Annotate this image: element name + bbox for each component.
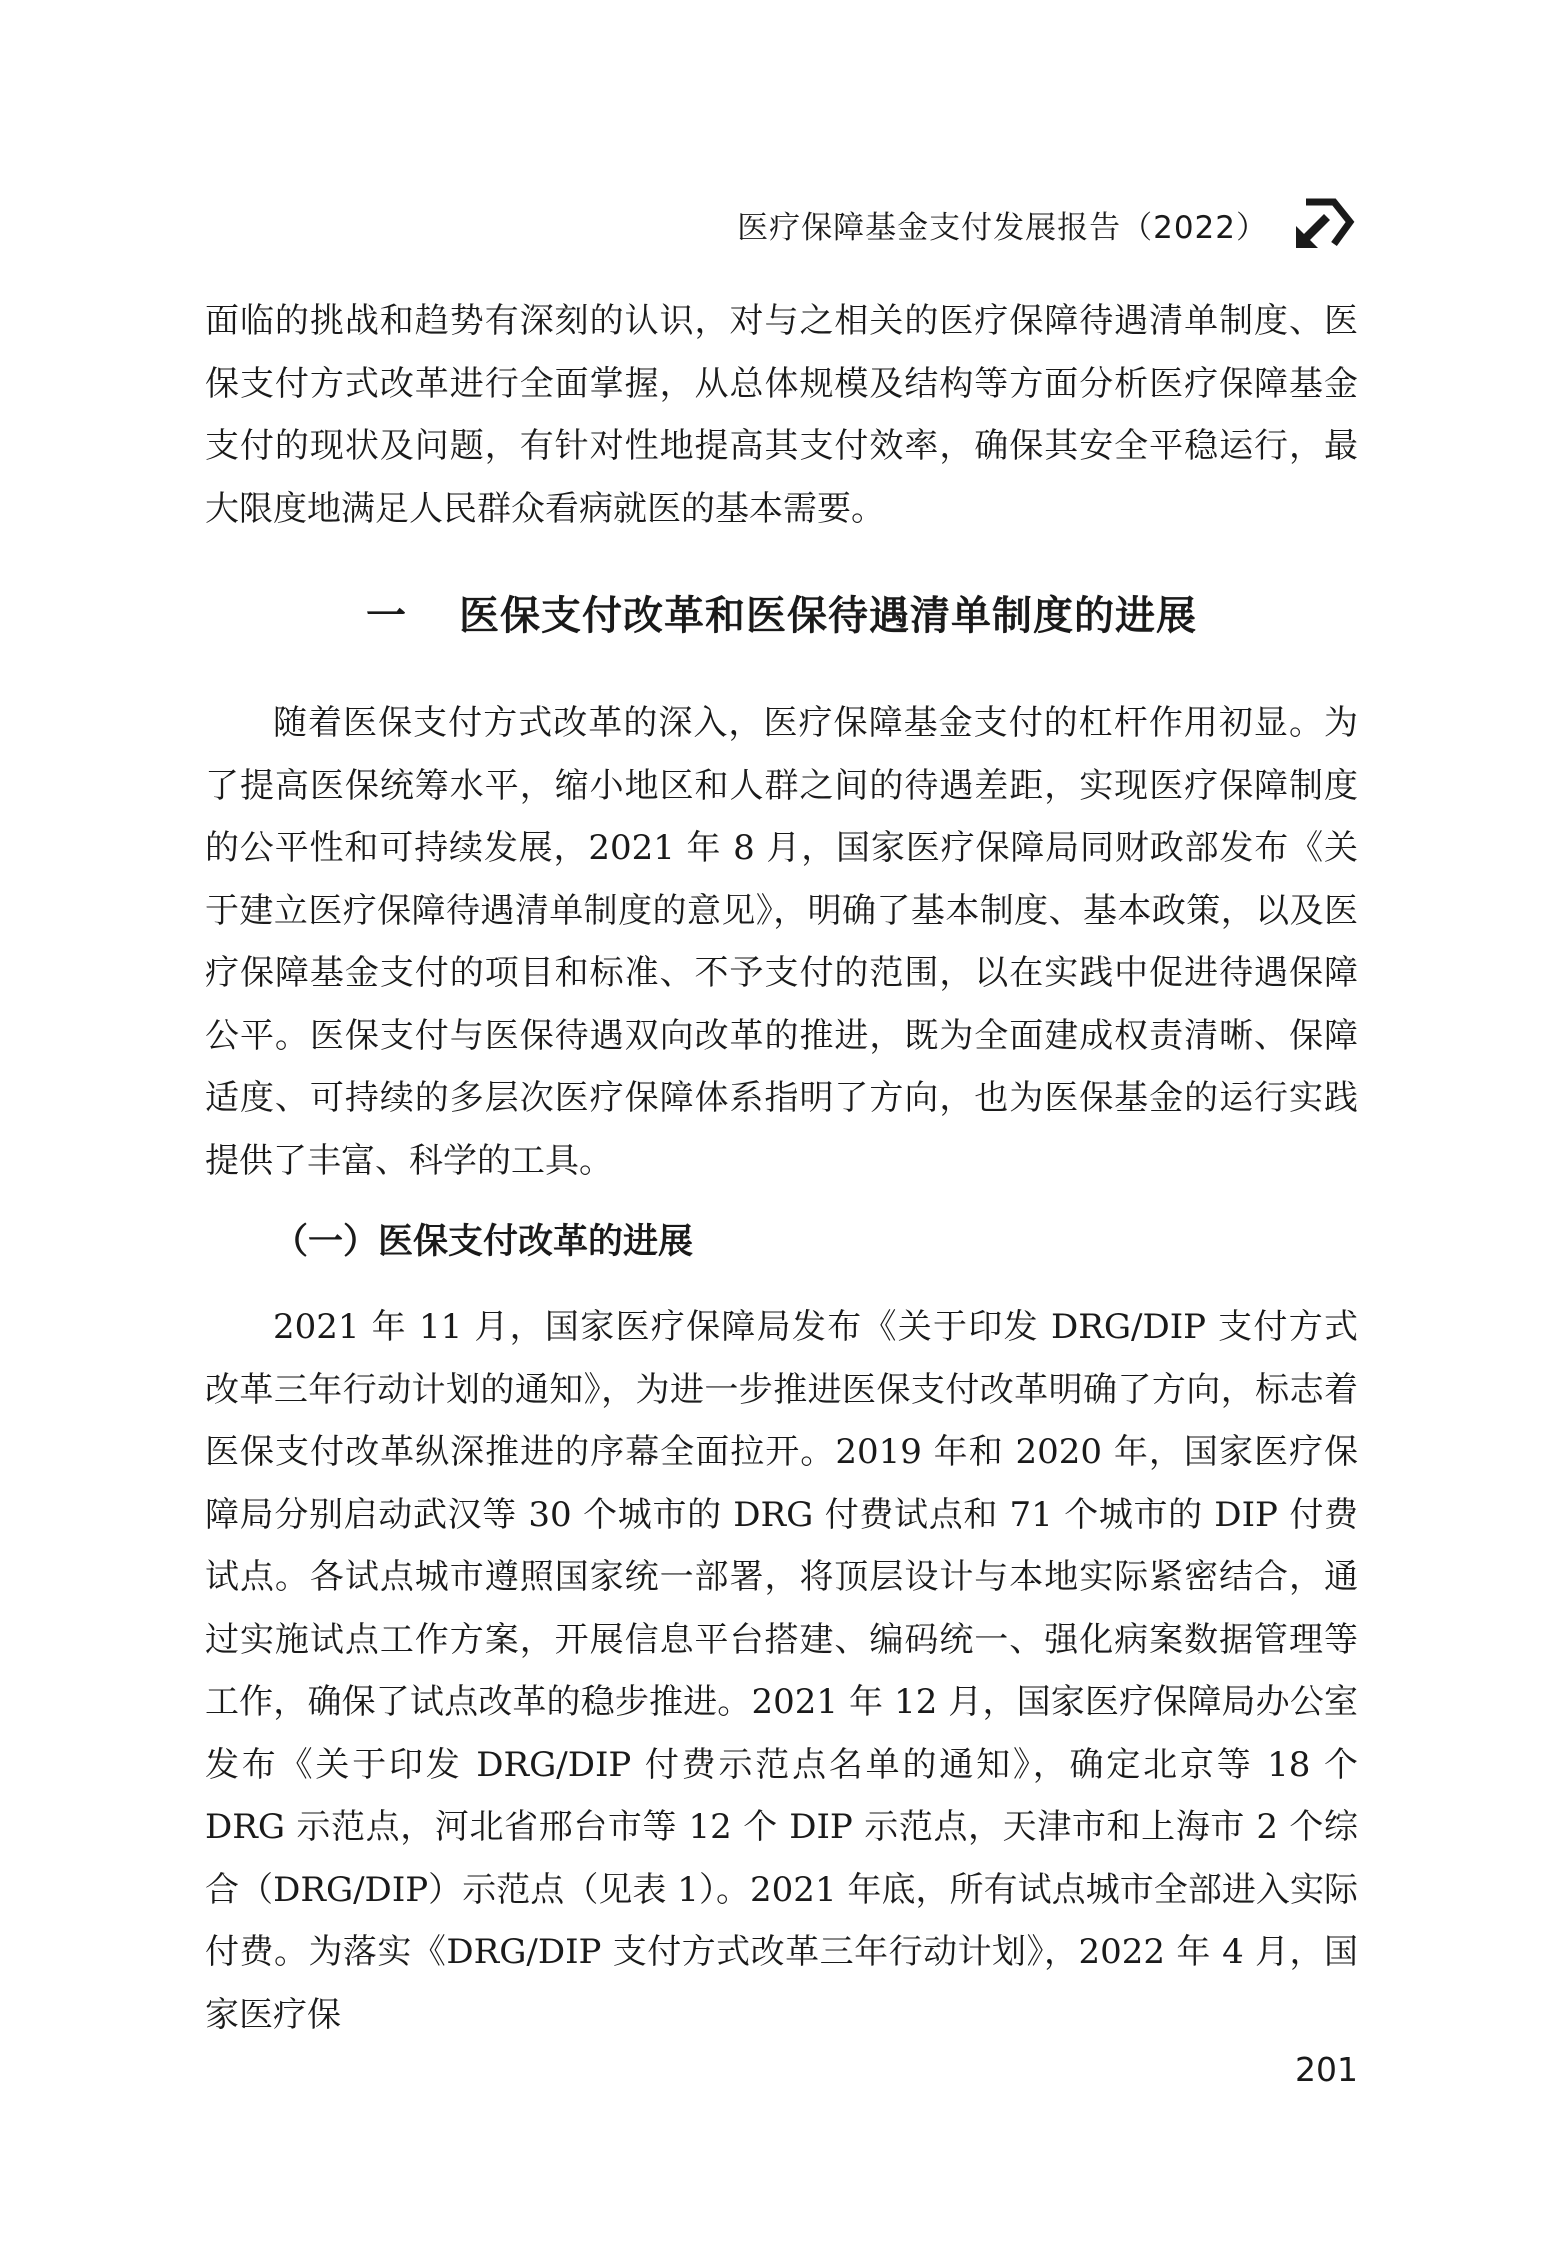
section-title: 医保支付改革和医保待遇清单制度的进展 [459,593,1197,639]
subsection-paragraph: 2021 年 11 月，国家医疗保障局发布《关于印发 DRG/DIP 支付方式改革三年行动计划的通知》，为进一步推进医保支付改革明确了方向，标志着医保支付改革纵深推进的序幕全面拉开。2019 年和 2020 年，国家医疗保障局分别启动武汉等 30 个城市的 DRG 付费试点和 71 个城市的 DIP 付费试点。各试点城市遵照国家统一部署，将顶层设计与本地实际紧密结合，通过实施试点工作方案，开展信息平台搭建、编码统一、强化病案数据管理等工作，确保了试点改革的稳步推进。2021 年 12 月，国家医疗保障局办公室发布《关于印发 DRG/DIP 付费示范点名单的通知》，确定北京等 18 个 DRG 示范点，河北省邢台市等 12 个 DIP 示范点，天津市和上海市 2 个综合（DRG/DIP）示范点（见表 1）。2021 年底，所有试点城市全部进入实际付费。为落实《DRG/DIP 支付方式改革三年行动计划》，2022 年 4 月，国家医疗保 [205,1307,1358,2035]
running-header [200,196,1358,252]
subsection-heading: （一）医保支付改革的进展 [273,1222,694,1262]
section-number: 一 [366,593,407,639]
intro-paragraph: 面临的挑战和趋势有深刻的认识，对与之相关的医疗保障待遇清单制度、医保支付方式改革进行全面掌握，从总体规模及结构等方面分析医疗保障基金支付的现状及问题，有针对性地提高其支付效率，确保其安全平稳运行，最大限度地满足人民群众看病就医的基本需要。 [205,301,1358,529]
section-paragraph: 随着医保支付方式改革的深入，医疗保障基金支付的杠杆作用初显。为了提高医保统筹水平，缩小地区和人群之间的待遇差距，实现医疗保障制度的公平性和可持续发展，2021 年 8 月，国家医疗保障局同财政部发布《关于建立医疗保障待遇清单制度的意见》，明确了基本制度、基本政策，以及医疗保障基金支付的项目和标准、不予支付的范围，以在实践中促进待遇保障公平。医保支付与医保待遇双向改革的推进，既为全面建成权责清晰、保障适度、可持续的多层次医疗保障体系指明了方向，也为医保基金的运行实践提供了丰富、科学的工具。 [205,703,1358,1181]
running-title: 医疗保障基金支付发展报告（2022） [737,209,1268,246]
section-heading [205,586,1358,646]
page-number: 201 [1295,2050,1358,2089]
chapter-arrow-icon [1294,196,1358,252]
page-body [205,290,1358,2046]
